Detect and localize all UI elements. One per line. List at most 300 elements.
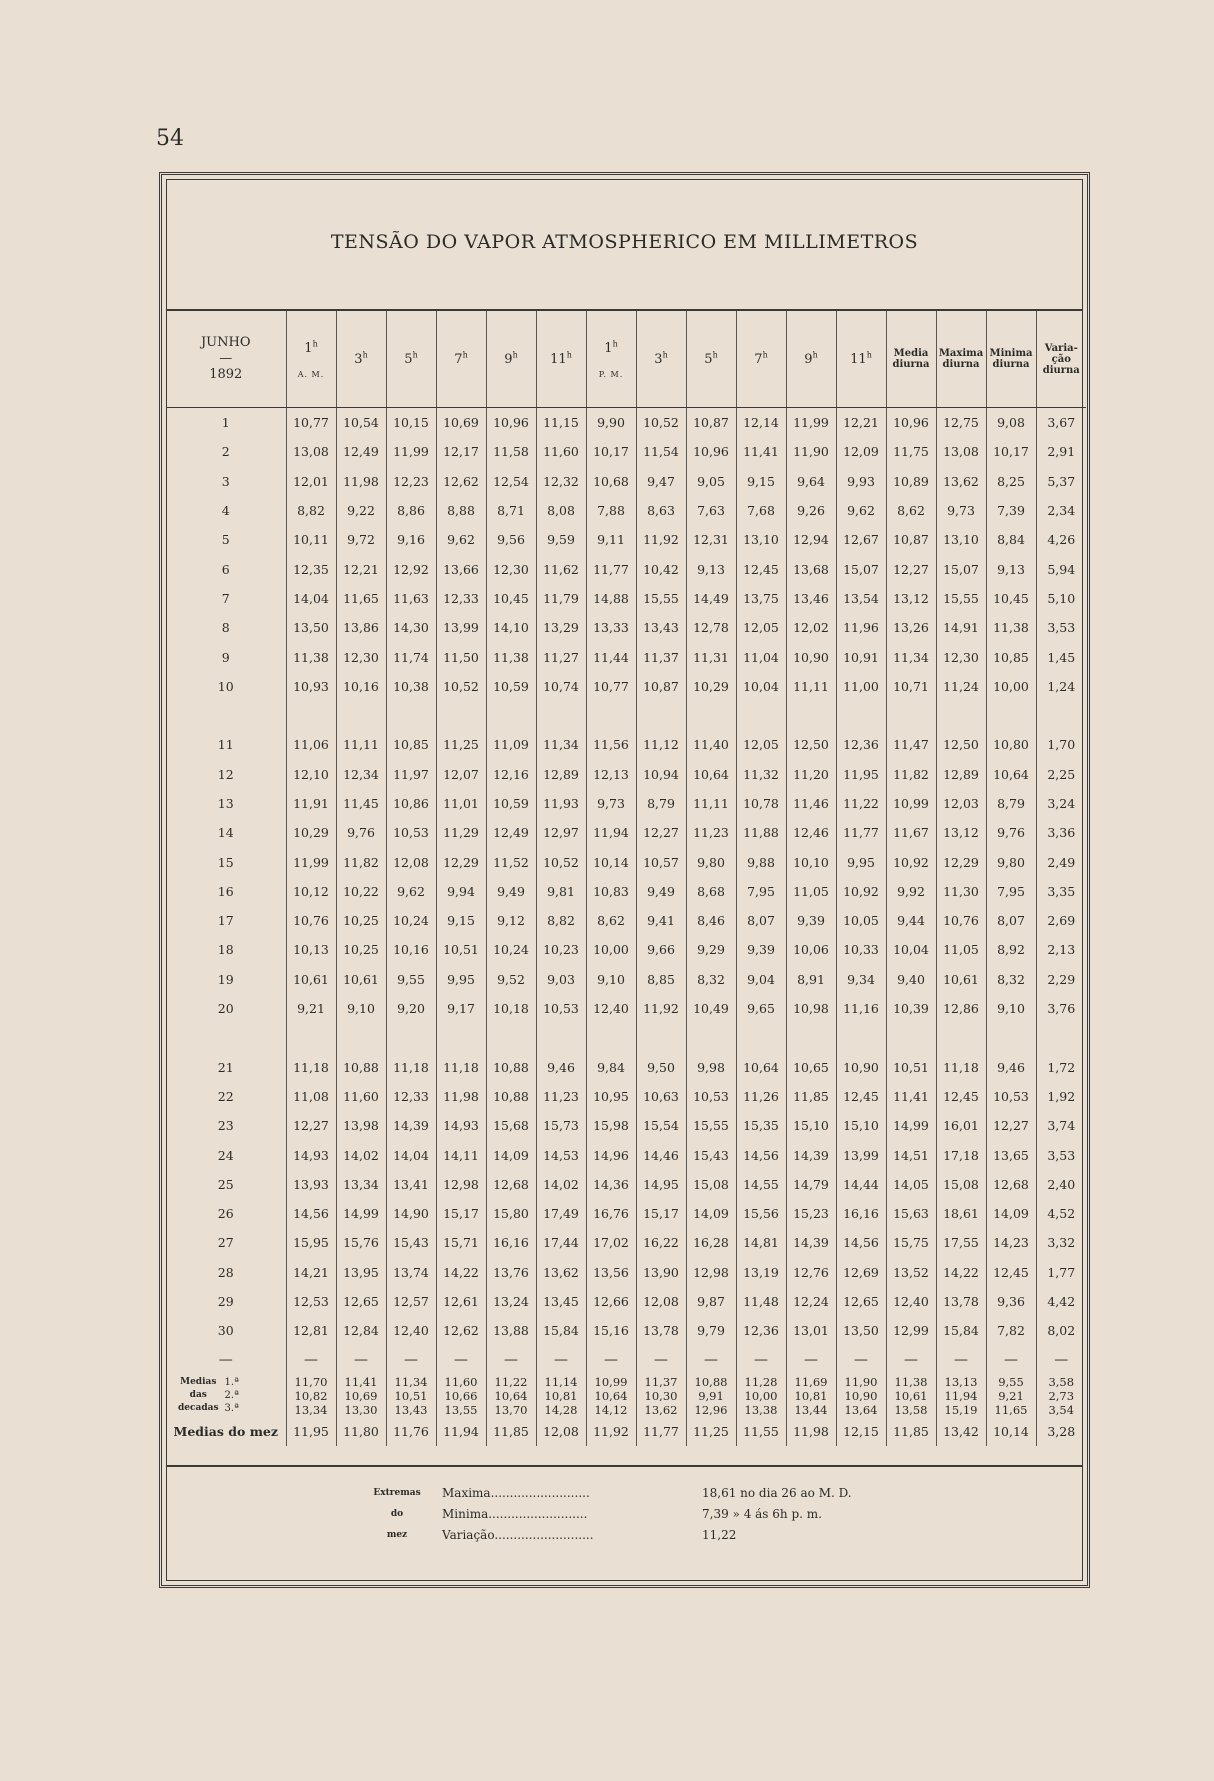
gap-cell (486, 701, 536, 730)
gap-cell (336, 701, 386, 730)
value-cell: 4,42 (1036, 1287, 1086, 1316)
value-cell: 11,25 (436, 730, 486, 759)
value-cell: 14,90 (386, 1199, 436, 1228)
value-cell: 14,99 (336, 1199, 386, 1228)
value-cell: 12,36 (836, 730, 886, 759)
value-cell: 12,29 (436, 847, 486, 876)
value-cell: 12,50 (786, 730, 836, 759)
hour-header-7pm: 7$^h$ (736, 311, 786, 408)
value-cell: 11,75 (886, 437, 936, 466)
value-cell: 14,22 (436, 1258, 486, 1287)
value-cell: 10,24 (486, 935, 536, 964)
decade-mean-value: 3,58 (1048, 1374, 1075, 1389)
day-cell: 4 (221, 503, 230, 519)
value-cell: 10,17 (986, 437, 1036, 466)
value-cell: 15,54 (636, 1111, 686, 1140)
decade-mean-value: 11,69 (794, 1374, 828, 1389)
value-cell: 9,84 (586, 1053, 636, 1082)
value-cell: 15,35 (736, 1111, 786, 1140)
value-cell: 12,27 (986, 1111, 1036, 1140)
decade-mean-value: 13,58 (894, 1402, 928, 1417)
hour-header-5pm: 5$^h$ (686, 311, 736, 408)
value-cell: 12,97 (536, 818, 586, 847)
gap-cell (836, 701, 886, 730)
value-cell: 14,93 (436, 1111, 486, 1140)
gap-cell (886, 1023, 936, 1052)
value-cell: 15,76 (336, 1228, 386, 1257)
value-cell: 9,66 (636, 935, 686, 964)
gap-cell (986, 701, 1036, 730)
value-cell: 11,52 (486, 847, 536, 876)
value-cell: 12,14 (736, 408, 786, 438)
decade-mean-value: 14,12 (594, 1402, 628, 1417)
value-cell: 10,77 (586, 672, 636, 701)
month-header (166, 311, 286, 408)
table-row (166, 906, 1086, 935)
am-label: A. M. (297, 369, 325, 379)
value-cell: 9,49 (486, 877, 536, 906)
value-cell: 12,08 (636, 1287, 686, 1316)
value-cell: 11,92 (636, 994, 686, 1023)
value-cell: 10,52 (636, 408, 686, 438)
value-cell: 13,76 (486, 1258, 536, 1287)
table-row (166, 554, 1086, 583)
dash-row (166, 1346, 1086, 1375)
day-cell: 27 (217, 1235, 234, 1251)
value-cell: 10,90 (836, 1053, 886, 1082)
value-cell: 11,50 (436, 642, 486, 671)
value-cell: 15,56 (736, 1199, 786, 1228)
value-cell: 8,82 (286, 496, 336, 525)
value-cell: 7,39 (986, 496, 1036, 525)
value-cell: 11,18 (936, 1053, 986, 1082)
decade-mean-value: 10,81 (794, 1388, 828, 1403)
value-cell: 5,94 (1036, 554, 1086, 583)
extremas-variacao-label: Variação.......................... (442, 1528, 594, 1542)
value-cell: 12,45 (986, 1258, 1036, 1287)
value-cell: 10,63 (636, 1082, 686, 1111)
value-cell: 15,07 (936, 554, 986, 583)
value-cell: 11,11 (686, 789, 736, 818)
header-row (166, 311, 1086, 408)
value-cell: 11,77 (836, 818, 886, 847)
gap-cell (636, 1023, 686, 1052)
value-cell: 10,22 (336, 877, 386, 906)
value-cell: 14,04 (386, 1140, 436, 1169)
value-cell: 9,10 (986, 994, 1036, 1023)
value-cell: 15,16 (586, 1316, 636, 1345)
value-cell: 8,07 (986, 906, 1036, 935)
value-cell: 14,96 (586, 1140, 636, 1169)
extremas-label: Extremas do mez (373, 1488, 421, 1540)
value-cell: 11,74 (386, 642, 436, 671)
value-cell: 17,49 (536, 1199, 586, 1228)
day-cell: 2 (221, 444, 230, 460)
value-cell: 15,63 (886, 1199, 936, 1228)
value-cell: 14,79 (786, 1170, 836, 1199)
value-cell: 10,04 (886, 935, 936, 964)
hour-header-11pm: 11$^h$ (836, 311, 886, 408)
value-cell: 10,38 (386, 672, 436, 701)
value-cell: 13,45 (536, 1287, 586, 1316)
value-cell: 11,23 (536, 1082, 586, 1111)
dash-cell: — (536, 1346, 586, 1375)
value-cell: 15,55 (936, 584, 986, 613)
decade-mean-value: 10,69 (344, 1388, 378, 1403)
value-cell: 11,44 (586, 642, 636, 671)
decade-means-cell (386, 1375, 436, 1417)
table-row (166, 467, 1086, 496)
value-cell: 12,62 (436, 467, 486, 496)
value-cell: 11,99 (386, 437, 436, 466)
value-cell: 13,90 (636, 1258, 686, 1287)
value-cell: 10,11 (286, 525, 336, 554)
value-cell: 12,10 (286, 760, 336, 789)
value-cell: 9,73 (586, 789, 636, 818)
value-cell: 11,38 (286, 642, 336, 671)
value-cell: 11,94 (586, 818, 636, 847)
dash-cell: — (636, 1346, 686, 1375)
value-cell: 18,61 (936, 1199, 986, 1228)
value-cell: 14,53 (536, 1140, 586, 1169)
value-cell: 10,00 (586, 935, 636, 964)
value-cell: 8,02 (1036, 1316, 1086, 1345)
gap-cell (736, 1023, 786, 1052)
value-cell: 14,91 (936, 613, 986, 642)
value-cell: 10,76 (286, 906, 336, 935)
month-mean-value: 11,80 (336, 1417, 386, 1446)
dash-cell: — (286, 1346, 336, 1375)
value-cell: 12,98 (686, 1258, 736, 1287)
decade-means-label: Medias das decadas 1.ª 2.ª 3.ª (178, 1377, 239, 1415)
value-cell: 11,98 (336, 467, 386, 496)
value-cell: 9,79 (686, 1316, 736, 1345)
value-cell: 10,13 (286, 935, 336, 964)
value-cell: 14,56 (836, 1228, 886, 1257)
decade-mean-value: 13,64 (844, 1402, 878, 1417)
variacao-diurna-header: Varia- ção diurna (1036, 311, 1086, 408)
gap-cell (436, 1023, 486, 1052)
value-cell: 9,52 (486, 965, 536, 994)
decade-mean-value: 11,38 (894, 1374, 928, 1389)
hour-header-3am: 3$^h$ (336, 311, 386, 408)
value-cell: 9,95 (836, 847, 886, 876)
value-cell: 13,66 (436, 554, 486, 583)
value-cell: 12,27 (636, 818, 686, 847)
decade-mean-value: 11,41 (344, 1374, 378, 1389)
value-cell: 13,86 (336, 613, 386, 642)
dash-cell: — (836, 1346, 886, 1375)
value-cell: 11,60 (336, 1082, 386, 1111)
value-cell: 9,59 (536, 525, 586, 554)
value-cell: 12,89 (536, 760, 586, 789)
value-cell: 9,47 (636, 467, 686, 496)
value-cell: 14,93 (286, 1140, 336, 1169)
value-cell: 11,32 (736, 760, 786, 789)
gap-cell (786, 701, 836, 730)
media-diurna-header: Media diurna (886, 311, 936, 408)
day-cell: 23 (217, 1118, 234, 1134)
value-cell: 12,75 (936, 408, 986, 438)
value-cell: 12,09 (836, 437, 886, 466)
value-cell: 3,53 (1036, 613, 1086, 642)
value-cell: 9,41 (636, 906, 686, 935)
value-cell: 11,20 (786, 760, 836, 789)
value-cell: 4,26 (1036, 525, 1086, 554)
value-cell: 9,94 (436, 877, 486, 906)
value-cell: 10,64 (986, 760, 1036, 789)
value-cell: 12,33 (436, 584, 486, 613)
value-cell: 11,04 (736, 642, 786, 671)
month-mean-value: 11,77 (636, 1417, 686, 1446)
value-cell: 11,63 (386, 584, 436, 613)
value-cell: 9,17 (436, 994, 486, 1023)
value-cell: 15,75 (886, 1228, 936, 1257)
decade-gap (166, 701, 1086, 730)
value-cell: 12,46 (786, 818, 836, 847)
day-cell: 14 (217, 825, 234, 841)
value-cell: 14,09 (486, 1140, 536, 1169)
value-cell: 15,10 (786, 1111, 836, 1140)
value-cell: 10,88 (336, 1053, 386, 1082)
value-cell: 12,94 (786, 525, 836, 554)
value-cell: 13,54 (836, 584, 886, 613)
table-row (166, 584, 1086, 613)
value-cell: 8,32 (986, 965, 1036, 994)
value-cell: 10,14 (586, 847, 636, 876)
value-cell: 9,12 (486, 906, 536, 935)
decade-mean-value: 13,30 (344, 1402, 378, 1417)
value-cell: 13,08 (286, 437, 336, 466)
value-cell: 12,01 (286, 467, 336, 496)
day-cell: 24 (217, 1147, 234, 1163)
table-row (166, 642, 1086, 671)
value-cell: 14,44 (836, 1170, 886, 1199)
value-cell: 13,33 (586, 613, 636, 642)
month-mean-value: 11,95 (286, 1417, 336, 1446)
value-cell: 15,73 (536, 1111, 586, 1140)
value-cell: 12,45 (936, 1082, 986, 1111)
value-cell: 12,45 (836, 1082, 886, 1111)
value-cell: 13,24 (486, 1287, 536, 1316)
value-cell: 3,76 (1036, 994, 1086, 1023)
table-row (166, 1199, 1086, 1228)
value-cell: 12,78 (686, 613, 736, 642)
value-cell: 9,29 (686, 935, 736, 964)
value-cell: 1,72 (1036, 1053, 1086, 1082)
value-cell: 13,46 (786, 584, 836, 613)
value-cell: 12,66 (586, 1287, 636, 1316)
day-cell: 1 (221, 415, 230, 431)
value-cell: 10,33 (836, 935, 886, 964)
value-cell: 11,41 (886, 1082, 936, 1111)
minima-diurna-header: Minima diurna (986, 311, 1036, 408)
table-row (166, 1228, 1086, 1257)
day-cell: 19 (217, 971, 234, 987)
value-cell: 11,34 (536, 730, 586, 759)
value-cell: 11,27 (536, 642, 586, 671)
extremas-values (702, 1483, 952, 1546)
hour-header-7am: 7$^h$ (436, 311, 486, 408)
value-cell: 8,07 (736, 906, 786, 935)
table-row (166, 1287, 1086, 1316)
value-cell: 9,87 (686, 1287, 736, 1316)
value-cell: 11,65 (336, 584, 386, 613)
value-cell: 10,61 (936, 965, 986, 994)
value-cell: 9,49 (636, 877, 686, 906)
value-cell: 7,82 (986, 1316, 1036, 1345)
value-cell: 13,78 (636, 1316, 686, 1345)
value-cell: 14,46 (636, 1140, 686, 1169)
month-mean-value: 11,94 (436, 1417, 486, 1446)
value-cell: 11,47 (886, 730, 936, 759)
decade-mean-value: 10,51 (394, 1388, 428, 1403)
value-cell: 13,93 (286, 1170, 336, 1199)
table-row (166, 818, 1086, 847)
value-cell: 10,65 (786, 1053, 836, 1082)
value-cell: 10,88 (486, 1053, 536, 1082)
value-cell: 11,18 (286, 1053, 336, 1082)
decade-mean-value: 10,81 (544, 1388, 578, 1403)
gap-cell (936, 1023, 986, 1052)
value-cell: 17,02 (586, 1228, 636, 1257)
decade-mean-value: 12,96 (694, 1402, 728, 1417)
value-cell: 8,82 (536, 906, 586, 935)
value-cell: 8,88 (436, 496, 486, 525)
decade-means-cell (936, 1375, 986, 1417)
value-cell: 10,96 (686, 437, 736, 466)
value-cell: 13,78 (936, 1287, 986, 1316)
value-cell: 11,16 (836, 994, 886, 1023)
value-cell: 9,08 (986, 408, 1036, 438)
value-cell: 10,94 (636, 760, 686, 789)
value-cell: 14,02 (336, 1140, 386, 1169)
value-cell: 13,26 (886, 613, 936, 642)
value-cell: 9,15 (736, 467, 786, 496)
decade-mean-value: 11,34 (394, 1374, 428, 1389)
decade-means-cell (836, 1375, 886, 1417)
decade-mean-value: 13,43 (394, 1402, 428, 1417)
value-cell: 14,21 (286, 1258, 336, 1287)
value-cell: 13,43 (636, 613, 686, 642)
value-cell: 8,32 (686, 965, 736, 994)
decade-means-cell (786, 1375, 836, 1417)
value-cell: 15,98 (586, 1111, 636, 1140)
value-cell: 9,46 (536, 1053, 586, 1082)
decade-mean-value: 2,73 (1048, 1388, 1075, 1403)
value-cell: 10,51 (436, 935, 486, 964)
value-cell: 8,86 (386, 496, 436, 525)
value-cell: 10,25 (336, 935, 386, 964)
value-cell: 11,90 (786, 437, 836, 466)
extremas-maxima-value: 18,61 no dia 26 ao M. D. (702, 1486, 852, 1500)
value-cell: 14,11 (436, 1140, 486, 1169)
value-cell: 9,92 (886, 877, 936, 906)
value-cell: 13,65 (986, 1140, 1036, 1169)
value-cell: 14,05 (886, 1170, 936, 1199)
value-cell: 16,28 (686, 1228, 736, 1257)
value-cell: 12,31 (686, 525, 736, 554)
decade-mean-value: 10,00 (744, 1388, 778, 1403)
dash-cell: — (386, 1346, 436, 1375)
extremas-maxima-label: Maxima.......................... (442, 1486, 590, 1500)
value-cell: 12,92 (386, 554, 436, 583)
value-cell: 14,55 (736, 1170, 786, 1199)
day-cell: 7 (221, 590, 230, 606)
gap-cell (286, 701, 336, 730)
value-cell: 17,55 (936, 1228, 986, 1257)
value-cell: 3,32 (1036, 1228, 1086, 1257)
decade-mean-value: 11,94 (944, 1388, 978, 1403)
month-mean-value: 11,85 (886, 1417, 936, 1446)
value-cell: 14,39 (786, 1140, 836, 1169)
value-cell: 12,23 (386, 467, 436, 496)
value-cell: 12,84 (336, 1316, 386, 1345)
value-cell: 9,76 (986, 818, 1036, 847)
value-cell: 15,71 (436, 1228, 486, 1257)
value-cell: 15,17 (636, 1199, 686, 1228)
gap-cell (586, 701, 636, 730)
table-title: TENSÃO DO VAPOR ATMOSPHERICO EM MILLIMETROS (330, 231, 919, 253)
value-cell: 8,08 (536, 496, 586, 525)
value-cell: 16,22 (636, 1228, 686, 1257)
value-cell: 11,31 (686, 642, 736, 671)
value-cell: 9,46 (986, 1053, 1036, 1082)
day-cell: 22 (217, 1088, 234, 1104)
value-cell: 13,98 (336, 1111, 386, 1140)
value-cell: 11,54 (636, 437, 686, 466)
value-cell: 11,93 (536, 789, 586, 818)
value-cell: 11,37 (636, 642, 686, 671)
value-cell: 9,05 (686, 467, 736, 496)
value-cell: 11,99 (286, 847, 336, 876)
decade-mean-value: 15,19 (944, 1402, 978, 1417)
value-cell: 13,74 (386, 1258, 436, 1287)
value-cell: 13,10 (936, 525, 986, 554)
value-cell: 12,32 (536, 467, 586, 496)
value-cell: 1,45 (1036, 642, 1086, 671)
decade-means-cell (686, 1375, 736, 1417)
value-cell: 10,90 (786, 642, 836, 671)
day-cell: 17 (217, 913, 234, 929)
month-mean-value: 11,55 (736, 1417, 786, 1446)
value-cell: 15,84 (936, 1316, 986, 1345)
gap-cell (486, 1023, 536, 1052)
dash-cell: — (486, 1346, 536, 1375)
value-cell: 12,21 (836, 408, 886, 438)
month-mean-value: 11,92 (586, 1417, 636, 1446)
gap-cell (836, 1023, 886, 1052)
value-cell: 9,13 (986, 554, 1036, 583)
month-mean-value: 11,76 (386, 1417, 436, 1446)
decade-mean-value: 11,90 (844, 1374, 878, 1389)
value-cell: 9,20 (386, 994, 436, 1023)
value-cell: 15,23 (786, 1199, 836, 1228)
value-cell: 17,44 (536, 1228, 586, 1257)
value-cell: 12,21 (336, 554, 386, 583)
decade-means-cell (736, 1375, 786, 1417)
value-cell: 14,04 (286, 584, 336, 613)
value-cell: 13,56 (586, 1258, 636, 1287)
value-cell: 11,12 (636, 730, 686, 759)
month-means-row (166, 1417, 1086, 1446)
value-cell: 11,82 (336, 847, 386, 876)
value-cell: 11,79 (536, 584, 586, 613)
month-label: JUNHO (200, 335, 251, 350)
value-cell: 14,09 (986, 1199, 1036, 1228)
value-cell: 2,49 (1036, 847, 1086, 876)
hour-header-3pm: 3$^h$ (636, 311, 686, 408)
